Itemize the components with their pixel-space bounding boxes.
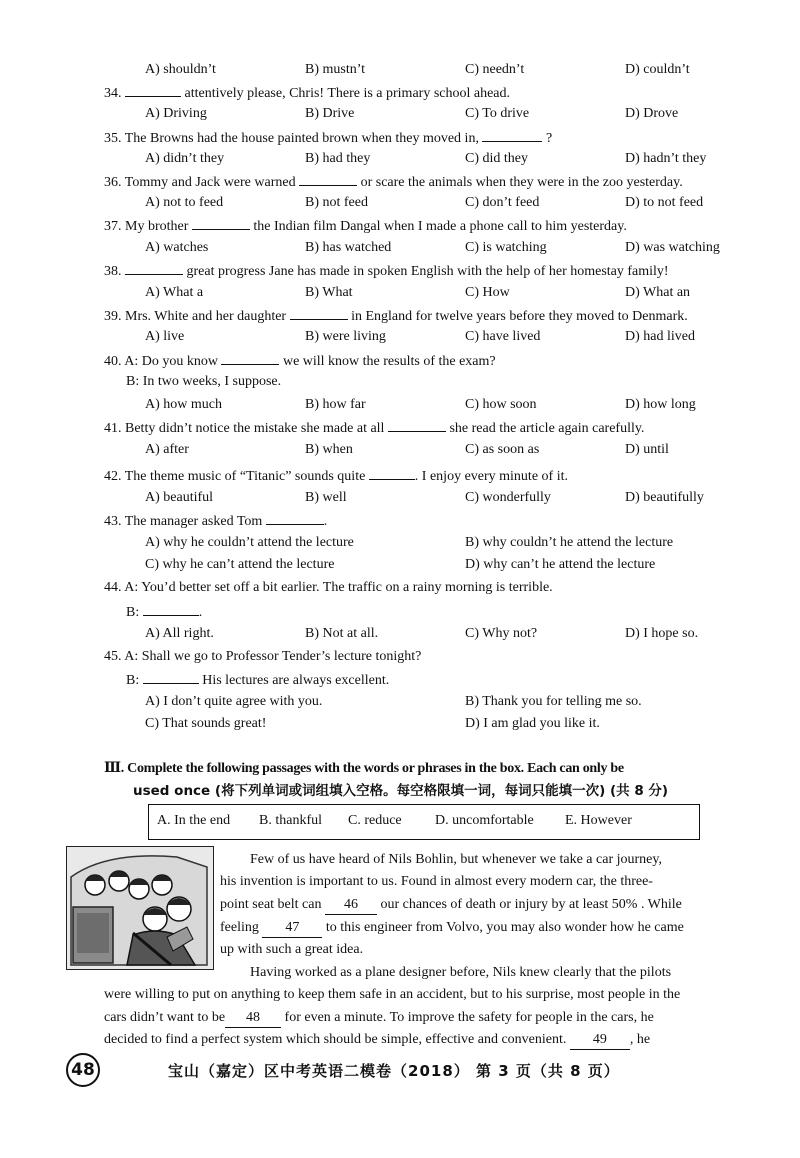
q38-option-d: D) What an xyxy=(625,285,691,300)
q40-post: we will know the results of the exam? xyxy=(282,354,496,369)
q39-stem xyxy=(104,306,688,326)
q43-blank xyxy=(266,511,324,525)
q37-option-d: D) was watching xyxy=(625,240,720,255)
q35-option-d: D) hadn’t they xyxy=(625,151,707,166)
section3-heading: Ⅲ. Complete the following passages with the words or phrases in the box. Each can only be xyxy=(104,761,624,776)
q36-option-b: B) not feed xyxy=(305,195,368,210)
q36-pre: 36. Tommy and Jack were warned xyxy=(104,175,296,190)
q44-blank xyxy=(143,602,199,616)
q45-reply-label: B: xyxy=(126,673,140,688)
blank-48: 48 xyxy=(225,1009,281,1028)
passage-line-8-end: for even a minute. To improve the safety for people in the cars, he xyxy=(284,1010,654,1025)
q33-option-b: B) mustn’t xyxy=(305,62,366,77)
passage-line-3 xyxy=(220,896,682,915)
q45-stem: 45. A: Shall we go to Professor Tender’s lecture tonight? xyxy=(104,649,422,664)
q40-pre: 40. A: Do you know xyxy=(104,354,218,369)
word-option-e: E. However xyxy=(565,813,632,828)
car-passengers-illustration xyxy=(66,846,214,970)
q38-stem xyxy=(104,261,669,281)
q34-option-b: B) Drive xyxy=(305,106,355,121)
q45-option-a: A) I don’t quite agree with you. xyxy=(145,694,323,709)
q37-option-b: B) has watched xyxy=(305,240,392,255)
q42-pre: 42. The theme music of “Titanic” sounds quite xyxy=(104,469,366,484)
q33-option-c: C) needn’t xyxy=(465,62,525,77)
q44-reply-end: . xyxy=(198,605,203,620)
passage-line-8-start: cars didn’t want to be xyxy=(104,1010,226,1025)
q44-option-b: B) Not at all. xyxy=(305,626,379,641)
q34-post: attentively please, Chris! There is a primary school ahead. xyxy=(184,86,511,101)
q45-option-d: D) I am glad you like it. xyxy=(465,716,600,731)
q36-blank xyxy=(299,172,357,186)
word-option-d: D. uncomfortable xyxy=(435,813,534,828)
q39-blank xyxy=(290,306,348,320)
q42-option-b: B) well xyxy=(305,490,347,505)
q45-blank xyxy=(143,670,199,684)
q43-option-c: C) why he can’t attend the lecture xyxy=(145,557,335,572)
q41-stem xyxy=(104,418,644,438)
q38-blank xyxy=(125,261,183,275)
q39-option-b: B) were living xyxy=(305,329,386,344)
q37-option-c: C) is watching xyxy=(465,240,547,255)
q34-option-c: C) To drive xyxy=(465,106,530,121)
q39-pre: 39. Mrs. White and her daughter xyxy=(104,309,287,324)
q39-option-a: A) live xyxy=(145,329,185,344)
q44-reply xyxy=(126,602,202,622)
q42-blank xyxy=(369,466,415,480)
passage-line-2: his invention is important to us. Found in almost every modern car, the three- xyxy=(220,874,653,889)
q35-pre: 35. The Browns had the house painted brown when they moved in, xyxy=(104,131,479,146)
q35-option-c: C) did they xyxy=(465,151,528,166)
cartoon-icon xyxy=(67,847,213,969)
passage-line-9 xyxy=(104,1031,650,1050)
section3-instruction: used once (将下列单词或词组填入空格。每空格限填一词，每词只能填一次) (共 8 分) xyxy=(133,783,669,799)
passage-line-8 xyxy=(104,1009,654,1028)
q41-post: she read the article again carefully. xyxy=(449,421,645,436)
q40-stem xyxy=(104,351,496,371)
q35-option-a: A) didn’t they xyxy=(145,151,225,166)
q40-option-d: D) how long xyxy=(625,397,696,412)
q39-option-d: D) had lived xyxy=(625,329,695,344)
q35-blank xyxy=(482,128,542,142)
q42-post: . I enjoy every minute of it. xyxy=(414,469,568,484)
q44-option-d: D) I hope so. xyxy=(625,626,699,641)
q40-option-b: B) how far xyxy=(305,397,366,412)
word-box xyxy=(148,804,700,840)
passage-line-4 xyxy=(220,919,684,938)
word-option-a: A. In the end xyxy=(157,813,231,828)
q38-pre: 38. xyxy=(104,264,122,279)
q42-option-c: C) wonderfully xyxy=(465,490,551,505)
q33-option-a: A) shouldn’t xyxy=(145,62,216,77)
q43-option-a: A) why he couldn’t attend the lecture xyxy=(145,535,354,550)
q41-option-a: A) after xyxy=(145,442,189,457)
q34-blank xyxy=(125,83,181,97)
q45-option-b: B) Thank you for telling me so. xyxy=(465,694,642,709)
passage-line-4-end: to this engineer from Volvo, you may also wonder how he came xyxy=(325,920,684,935)
passage-line-5: up with such a great idea. xyxy=(220,942,364,957)
q40-blank xyxy=(221,351,279,365)
q44-option-c: C) Why not? xyxy=(465,626,538,641)
q38-option-c: C) How xyxy=(465,285,510,300)
q39-post: in England for twelve years before they moved to Denmark. xyxy=(351,309,688,324)
passage-line-9-end: , he xyxy=(629,1032,651,1047)
q41-option-b: B) when xyxy=(305,442,353,457)
q38-option-a: A) What a xyxy=(145,285,204,300)
q41-pre: 41. Betty didn’t notice the mistake she made at all xyxy=(104,421,385,436)
q38-post: great progress Jane has made in spoken English with the help of her homestay family! xyxy=(186,264,669,279)
q34-pre: 34. xyxy=(104,86,122,101)
q42-stem xyxy=(104,466,568,486)
passage-line-3-start: point seat belt can xyxy=(220,897,322,912)
q43-post: . xyxy=(323,514,328,529)
passage-line-1: Few of us have heard of Nils Bohlin, but whenever we take a car journey, xyxy=(250,852,662,867)
q37-post: the Indian film Dangal when I made a phone call to him yesterday. xyxy=(253,219,627,234)
q34-option-a: A) Driving xyxy=(145,106,207,121)
q34-option-d: D) Drove xyxy=(625,106,679,121)
q40-reply: B: In two weeks, I suppose. xyxy=(126,374,282,389)
q37-stem xyxy=(104,216,627,236)
passage-line-6: Having worked as a plane designer before, Nils knew clearly that the pilots xyxy=(250,965,672,980)
q45-reply xyxy=(126,670,389,690)
blank-47: 47 xyxy=(262,919,322,938)
q37-option-a: A) watches xyxy=(145,240,209,255)
q45-reply-end: His lectures are always excellent. xyxy=(202,673,390,688)
q41-blank xyxy=(388,418,446,432)
q36-stem xyxy=(104,172,683,192)
q38-option-b: B) What xyxy=(305,285,353,300)
q37-blank xyxy=(192,216,250,230)
q44-option-a: A) All right. xyxy=(145,626,214,641)
passage-line-3-end: our chances of death or injury by at least 50% . While xyxy=(380,897,682,912)
q43-option-b: B) why couldn’t he attend the lecture xyxy=(465,535,674,550)
blank-49: 49 xyxy=(570,1031,630,1050)
q36-post: or scare the animals when they were in the zoo yesterday. xyxy=(360,175,683,190)
q43-stem xyxy=(104,511,327,531)
q39-option-c: C) have lived xyxy=(465,329,541,344)
word-option-c: C. reduce xyxy=(348,813,402,828)
q35-option-b: B) had they xyxy=(305,151,371,166)
q41-option-c: C) as soon as xyxy=(465,442,540,457)
page-number-badge: 48 xyxy=(66,1053,100,1087)
word-option-b: B. thankful xyxy=(259,813,322,828)
q44-stem: 44. A: You’d better set off a bit earlier. The traffic on a rainy morning is terrible. xyxy=(104,580,553,595)
q36-option-d: D) to not feed xyxy=(625,195,704,210)
q43-pre: 43. The manager asked Tom xyxy=(104,514,263,529)
q34-stem xyxy=(104,83,510,103)
q37-pre: 37. My brother xyxy=(104,219,189,234)
q44-reply-label: B: xyxy=(126,605,140,620)
q42-option-a: A) beautiful xyxy=(145,490,214,505)
q45-option-c: C) That sounds great! xyxy=(145,716,267,731)
blank-46: 46 xyxy=(325,896,377,915)
q35-stem xyxy=(104,128,552,148)
q36-option-a: A) not to feed xyxy=(145,195,224,210)
q35-post: ? xyxy=(545,131,553,146)
q40-option-a: A) how much xyxy=(145,397,222,412)
passage-line-7: were willing to put on anything to keep them safe in an accident, but to his surprise, most people in the xyxy=(104,987,681,1002)
q36-option-c: C) don’t feed xyxy=(465,195,540,210)
q42-option-d: D) beautifully xyxy=(625,490,704,505)
q40-option-c: C) how soon xyxy=(465,397,537,412)
page-footer: 宝山（嘉定）区中考英语二模卷（2018） 第 3 页（共 8 页） xyxy=(168,1062,620,1080)
passage-line-9-start: decided to find a perfect system which should be simple, effective and convenient. xyxy=(104,1032,567,1047)
passage-line-4-start: feeling xyxy=(220,920,259,935)
q43-option-d: D) why can’t he attend the lecture xyxy=(465,557,656,572)
q33-option-d: D) couldn’t xyxy=(625,62,690,77)
q41-option-d: D) until xyxy=(625,442,669,457)
